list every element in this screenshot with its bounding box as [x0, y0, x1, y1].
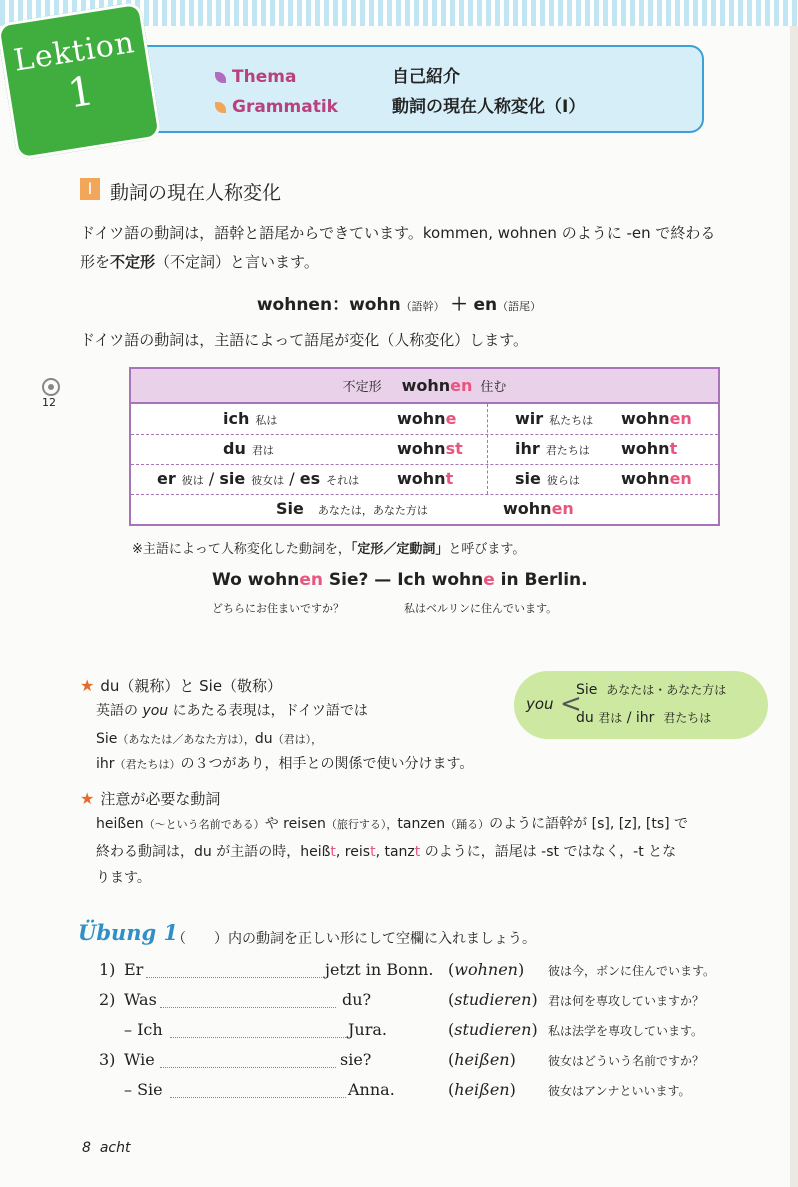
verb-ending: e	[445, 409, 457, 428]
lesson-word: Lektion	[11, 25, 138, 79]
exercise-text-a: – Sie	[124, 1080, 163, 1099]
table-header	[131, 369, 718, 404]
formula	[0, 290, 798, 315]
pronoun-gloss: 私たちは	[549, 414, 594, 427]
bubble-line-1: Sie あなたは・あなた方は	[576, 682, 727, 698]
exercise-translation: 彼は今，ボンに住んでいます。	[548, 964, 716, 978]
formula-stem: wohn	[349, 295, 401, 315]
exercise-number: 1)	[99, 960, 116, 979]
verb-ending: t	[669, 439, 678, 458]
star-title: du（親称）と Sie（敬称）	[100, 677, 283, 695]
example-sentence	[212, 570, 588, 590]
answer-blank[interactable]	[160, 1007, 336, 1008]
verb-stem: wohn	[621, 469, 670, 488]
formula-ending: en	[473, 295, 498, 315]
exercise-text-a: Er	[124, 960, 144, 979]
star-heading-2	[80, 788, 220, 809]
exercise-text-b: Jura.	[348, 1020, 387, 1039]
exercise-verb: (studieren)	[448, 1020, 538, 1039]
grammatik-label: Grammatik	[232, 97, 338, 117]
exercise-translation: 彼女はアンナといいます。	[548, 1084, 691, 1098]
star-icon: ★	[80, 676, 95, 695]
exercise-text-b: du?	[342, 990, 372, 1009]
formula-ending-note: （語尾）	[497, 300, 542, 313]
verb-ending: t	[445, 469, 454, 488]
exercise-instruction: （ ）内の動詞を正しい形にして空欄に入れましょう。	[172, 931, 536, 947]
exercise-translation: 彼女はどういう名前ですか？	[548, 1054, 705, 1068]
table-row	[131, 404, 718, 435]
page-footer	[82, 1140, 130, 1156]
star-title: 注意が必要な動詞	[100, 790, 221, 808]
example-part: Sie? — Ich wohn	[322, 570, 484, 590]
intro-pre: 形を	[80, 253, 111, 271]
star-icon: ★	[80, 789, 95, 808]
audio-track-number: 12	[42, 396, 56, 409]
pronoun-gloss: 彼女は	[251, 474, 285, 487]
formula-verb: wohnen	[256, 295, 333, 315]
formula-plus: ＋	[450, 295, 468, 315]
pronoun-separator: /	[289, 469, 295, 488]
section-heading	[80, 178, 281, 205]
bubble-line-2: du 君は / ihr 君たちは	[576, 710, 712, 726]
you-word: you	[142, 703, 169, 719]
verb-stem: wohn	[397, 409, 446, 428]
example-translation-1: どちらにお住まいですか？	[212, 602, 344, 615]
page-edge	[790, 26, 798, 1187]
lesson-badge	[0, 1, 162, 160]
exercise-translation: 私は法学を専攻しています。	[548, 1024, 704, 1038]
exercise-number: 3)	[99, 1050, 116, 1069]
thema-value: 自己紹介	[392, 67, 460, 87]
answer-blank[interactable]	[170, 1097, 346, 1098]
verb-stem: wohn	[397, 469, 446, 488]
example-ending: e	[483, 570, 495, 590]
pronoun-gloss: 君は	[251, 444, 274, 457]
bubble-you: you	[526, 695, 554, 713]
pronoun-gloss: あなたは，あなた方は	[317, 504, 428, 517]
answer-blank[interactable]	[146, 977, 322, 978]
table-note	[132, 538, 525, 557]
pronoun: er	[157, 469, 176, 488]
example-part: in Berlin.	[494, 570, 588, 590]
pronoun: Sie	[276, 499, 304, 518]
exercise-translation: 君は何を専攻していますか？	[548, 994, 705, 1008]
audio-cd-icon[interactable]	[42, 378, 60, 396]
thema-row	[215, 62, 460, 87]
header-ending: en	[450, 376, 473, 395]
formula-stem-note: （語幹）	[400, 300, 445, 313]
pronoun: du	[223, 439, 246, 458]
star1-line-1: 英語の you にあたる表現は，ドイツ語では	[96, 703, 368, 719]
star2-line-1: heißen（～という名前である）や reisen（旅行する），tanzen（踊る）のように語幹が [s], [z], [ts] で	[96, 816, 689, 832]
bracket-icon: <	[560, 689, 582, 719]
header-stem: wohn	[401, 376, 451, 395]
note-pre: ※主語によって人称変化した動詞を，	[132, 542, 351, 557]
section-numeral: Ⅰ	[80, 178, 100, 200]
pronoun: ich	[223, 409, 250, 428]
you-bubble	[514, 671, 768, 739]
star2-line-3: ります。	[96, 870, 151, 886]
exercise-verb: (wohnen)	[448, 960, 525, 979]
sentence-2: ドイツ語の動詞は，主語によって語尾が変化（人称変化）します。	[80, 331, 529, 349]
page-word: acht	[99, 1140, 131, 1156]
verb-ending: st	[445, 439, 463, 458]
intro-line-2	[80, 247, 319, 277]
exercise-text-b: Anna.	[348, 1080, 395, 1099]
pronoun: es	[299, 469, 321, 488]
exercise-text-b: sie?	[340, 1050, 372, 1069]
star1-line-2: Sie（あなたは／あなた方は），du（君は），	[96, 731, 323, 747]
exercise-verb: (heißen)	[448, 1050, 516, 1069]
pronoun-gloss: 彼は	[181, 474, 204, 487]
formula-colon: ：	[332, 295, 350, 315]
verb-stem: wohn	[621, 439, 670, 458]
star2-line-2: 終わる動詞は，du が主語の時，heißt, reist, tanzt のように，語尾は -st ではなく，-t とな	[96, 844, 677, 860]
exercise-text-b: jetzt in Bonn.	[325, 960, 434, 979]
section-title: 動詞の現在人称変化	[110, 182, 282, 204]
exercise-text-a: – Ich	[124, 1020, 163, 1039]
verb-ending: en	[669, 469, 692, 488]
page-number: 8	[82, 1140, 91, 1156]
pronoun: ihr	[515, 439, 540, 458]
intro-bold: 不定形	[110, 253, 156, 271]
answer-blank[interactable]	[160, 1067, 336, 1068]
pronoun-gloss: 彼らは	[546, 474, 580, 487]
exercise-title: Übung 1	[78, 920, 179, 945]
verb-stem: wohn	[621, 409, 670, 428]
table-row	[131, 494, 718, 524]
exercise-text-a: Was	[124, 990, 157, 1009]
pronoun: sie	[219, 469, 246, 488]
header-gloss: 住む	[480, 380, 507, 395]
example-part: Wo wohn	[212, 570, 300, 590]
thema-label: Thema	[232, 67, 297, 87]
pronoun-gloss: 私は	[255, 414, 278, 427]
intro-line-1: ドイツ語の動詞は，語幹と語尾からできています。kommen, wohnen のように -en で終わる	[80, 224, 716, 242]
exercise-verb: (heißen)	[448, 1080, 516, 1099]
exercise-verb: (studieren)	[448, 990, 538, 1009]
conjugation-table	[129, 367, 720, 526]
table-row	[131, 434, 718, 465]
star-heading-1	[80, 675, 282, 696]
verb-stem: wohn	[397, 439, 446, 458]
leaf-icon	[215, 102, 226, 113]
answer-blank[interactable]	[170, 1037, 346, 1038]
example-ending: en	[299, 570, 323, 590]
verb-ending: en	[551, 499, 574, 518]
exercise-number: 2)	[99, 990, 116, 1009]
table-row	[131, 464, 718, 495]
lesson-number: 1	[64, 68, 98, 118]
note-bold: 「定形／定動詞」	[350, 542, 449, 557]
column-divider	[487, 404, 488, 494]
verb-stem: wohn	[503, 499, 552, 518]
pronoun-gloss: それは	[326, 474, 360, 487]
star1-line-3: ihr（君たちは）の３つがあり，相手との関係で使い分けます。	[96, 756, 474, 772]
grammatik-row	[215, 92, 585, 117]
example-translation-2: 私はベルリンに住んでいます。	[404, 602, 558, 615]
pronoun: sie	[515, 469, 541, 488]
note-post: と呼びます。	[448, 542, 526, 557]
header-label: 不定形	[342, 380, 382, 395]
exercise-text-a: Wie	[124, 1050, 155, 1069]
pronoun: wir	[515, 409, 544, 428]
pronoun-separator: /	[208, 469, 215, 488]
leaf-icon	[215, 72, 226, 83]
verb-ending: en	[669, 409, 692, 428]
pronoun-gloss: 君たちは	[545, 444, 590, 457]
theme-box	[133, 45, 704, 133]
intro-post: （不定詞）と言います。	[155, 253, 319, 271]
grammatik-value: 動詞の現在人称変化（Ⅰ）	[392, 97, 586, 117]
